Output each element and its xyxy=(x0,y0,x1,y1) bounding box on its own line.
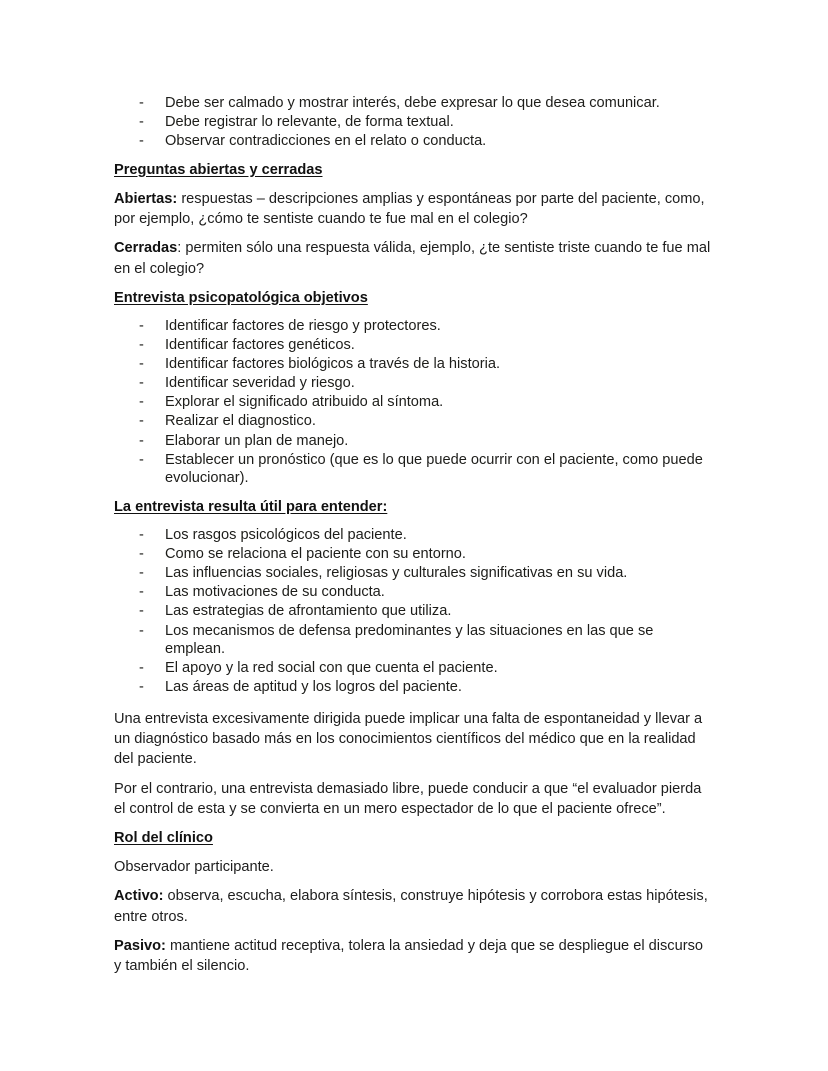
dash-bullet-icon: - xyxy=(139,603,144,620)
section-heading-util-wrap xyxy=(114,497,714,517)
section-heading-preguntas: Preguntas abiertas y cerradas xyxy=(114,161,323,178)
list-item-text: Los rasgos psicológicos del paciente. xyxy=(165,527,407,544)
section-heading-objetivos-wrap xyxy=(114,288,714,308)
list-item xyxy=(114,451,714,488)
paragraph-activo-lead: Activo: xyxy=(114,888,164,905)
list-item xyxy=(114,622,714,659)
list-item-text: Identificar severidad y riesgo. xyxy=(165,375,355,392)
list-item xyxy=(114,132,714,151)
section-heading-rol-wrap xyxy=(114,828,714,848)
dash-bullet-icon: - xyxy=(139,114,144,131)
list-item xyxy=(114,432,714,451)
list-item xyxy=(114,602,714,621)
list-item-text: Explorar el significado atribuido al síntoma. xyxy=(165,394,444,411)
list-item-text: Como se relaciona el paciente con su entorno. xyxy=(165,546,466,563)
paragraph-observador: Observador participante. xyxy=(114,859,274,876)
list-item xyxy=(114,355,714,374)
list-item xyxy=(114,659,714,678)
dash-bullet-icon: - xyxy=(139,565,144,582)
list-item xyxy=(114,94,714,113)
dash-bullet-icon: - xyxy=(139,356,144,373)
objetivos-dash-list xyxy=(114,317,714,488)
dash-bullet-icon: - xyxy=(139,527,144,544)
dash-bullet-icon: - xyxy=(139,546,144,563)
paragraph-pasivo-lead: Pasivo: xyxy=(114,937,166,954)
dash-bullet-icon: - xyxy=(139,679,144,696)
paragraph-cerradas-text: : permiten sólo una respuesta válida, ejemplo, ¿te sentiste triste cuando te fue mal en el colegio? xyxy=(114,240,711,277)
document-body xyxy=(114,88,714,985)
list-item xyxy=(114,113,714,132)
section-heading-preguntas-wrap xyxy=(114,160,714,180)
paragraph-pasivo xyxy=(114,936,714,976)
list-item-text: Identificar factores de riesgo y protectores. xyxy=(165,318,441,334)
dash-bullet-icon: - xyxy=(139,337,144,354)
list-item xyxy=(114,678,714,697)
paragraph-cerradas-lead: Cerradas xyxy=(114,240,178,257)
dash-bullet-icon: - xyxy=(139,660,144,677)
intro-dash-list xyxy=(114,94,714,151)
dash-bullet-icon: - xyxy=(139,375,144,392)
list-item-text: Identificar factores biológicos a través de la historia. xyxy=(165,356,501,373)
dash-bullet-icon: - xyxy=(139,318,144,334)
list-item xyxy=(114,336,714,355)
list-item xyxy=(114,393,714,412)
list-item xyxy=(114,545,714,564)
list-item-text: Las áreas de aptitud y los logros del paciente. xyxy=(165,679,462,696)
list-item-text: Debe registrar lo relevante, de forma textual. xyxy=(165,114,454,131)
list-item-text: Elaborar un plan de manejo. xyxy=(165,432,349,449)
list-item xyxy=(114,583,714,602)
list-item-text: Debe ser calmado y mostrar interés, debe expresar lo que desea comunicar. xyxy=(165,95,660,111)
list-item-text: Observar contradicciones en el relato o conducta. xyxy=(165,133,487,150)
paragraph-pasivo-text: mantiene actitud receptiva, tolera la ansiedad y deja que se despliegue el discurso y también el silencio. xyxy=(114,937,703,974)
list-item-text: Las estrategias de afrontamiento que utiliza. xyxy=(165,603,452,620)
dash-bullet-icon: - xyxy=(139,95,144,111)
dash-bullet-icon: - xyxy=(139,133,144,150)
section-heading-rol-clinico: Rol del clínico xyxy=(114,829,213,846)
paragraph-abiertas xyxy=(114,189,714,229)
paragraph-entrevista-libre: Por el contrario, una entrevista demasiado libre, puede conducir a que “el evaluador pierda el control de esta y se convierta en un mero espectador de lo que el paciente ofrece”. xyxy=(114,780,702,817)
list-item xyxy=(114,526,714,545)
list-item-text: Las influencias sociales, religiosas y culturales significativas en su vida. xyxy=(165,565,628,582)
list-item xyxy=(114,374,714,393)
paragraph-cerradas xyxy=(114,238,714,278)
paragraph-activo xyxy=(114,886,714,926)
paragraph-entrevista-dirigida: Una entrevista excesivamente dirigida puede implicar una falta de espontaneidad y llevar a un diagnóstico basado más en los conocimientos científicos del médico que en la realidad del paciente. xyxy=(114,710,703,768)
list-item-text: Los mecanismos de defensa predominantes y las situaciones en las que se emplean. xyxy=(165,622,654,658)
section-heading-objetivos: Entrevista psicopatológica objetivos xyxy=(114,289,368,306)
dash-bullet-icon: - xyxy=(139,451,144,468)
entender-dash-list xyxy=(114,526,714,697)
list-item xyxy=(114,564,714,583)
list-item-text: Identificar factores genéticos. xyxy=(165,337,355,354)
paragraph-activo-text: observa, escucha, elabora síntesis, construye hipótesis y corrobora estas hipótesis, entre otros. xyxy=(114,888,708,925)
dash-bullet-icon: - xyxy=(139,432,144,449)
list-item-text: Las motivaciones de su conducta. xyxy=(165,584,385,601)
dash-bullet-icon: - xyxy=(139,394,144,411)
dash-bullet-icon: - xyxy=(139,622,144,639)
paragraph-abiertas-lead: Abiertas: xyxy=(114,190,178,207)
section-heading-util-entender: La entrevista resulta útil para entender: xyxy=(114,498,388,515)
dash-bullet-icon: - xyxy=(139,413,144,430)
list-item-text: El apoyo y la red social con que cuenta el paciente. xyxy=(165,660,498,677)
paragraph-abiertas-text: respuestas – descripciones amplias y espontáneas por parte del paciente, como, por ejemplo, ¿cómo te sentiste cuando te fue mal en el colegio? xyxy=(114,190,705,228)
list-item-text: Realizar el diagnostico. xyxy=(165,413,316,430)
dash-bullet-icon: - xyxy=(139,584,144,601)
list-item xyxy=(114,317,714,336)
list-item-text: Establecer un pronóstico (que es lo que puede ocurrir con el paciente, como puede evolucionar). xyxy=(165,451,703,487)
list-item xyxy=(114,412,714,431)
